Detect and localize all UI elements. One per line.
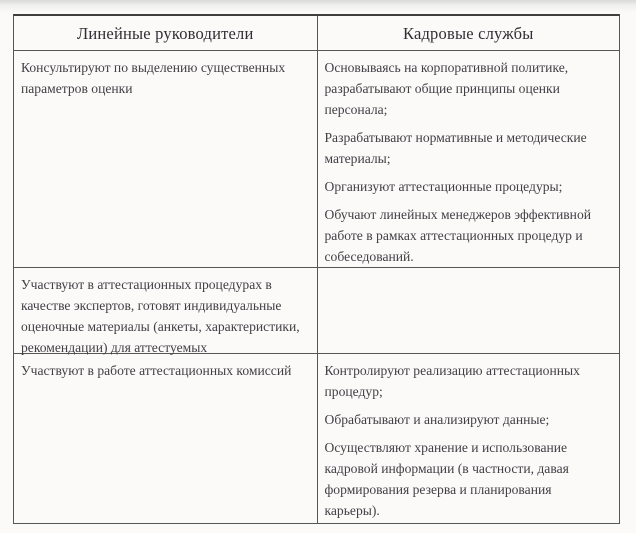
cell-paragraph: Организуют аттестационные процедуры;: [324, 179, 563, 194]
cell-paragraph: Обучают линейных менеджеров эффективной работе в рамках аттестационных процедур и собеседований.: [324, 207, 592, 264]
cell-paragraph: Участвуют в работе аттестационных комиссий: [21, 363, 292, 378]
table-cell-hr-services: [317, 51, 620, 267]
header-cell-hr-services: Кадровые службы: [317, 16, 620, 50]
cell-paragraph: Контролируют реализацию аттестационных процедур;: [324, 363, 580, 399]
table-cell-line-managers: [14, 268, 317, 353]
table-cell-line-managers: [14, 51, 317, 267]
cell-paragraph: Осуществляют хранение и использование кадровой информации (в частности, давая формирования резерва и планирования карьеры).: [324, 440, 569, 518]
table-cell-line-managers: [14, 354, 317, 523]
cell-paragraph: Участвуют в аттестационных процедурах в качестве экспертов, готовят индивидуальные оценочные материалы (анкеты, характеристики, рекомендации) для аттестуемых: [21, 277, 300, 355]
table-row: [14, 268, 619, 354]
table-row: [14, 354, 619, 523]
table-cell-hr-services-empty: [317, 268, 620, 353]
header-cell-line-managers: Линейные руководители: [76, 24, 254, 43]
cell-paragraph: Разрабатывают нормативные и методические материалы;: [324, 130, 587, 166]
responsibilities-table: [13, 14, 620, 524]
cell-paragraph: Основываясь на корпоративной политике, разрабатывают общие принципы оценки персонала;: [324, 60, 569, 117]
table-header-row: [14, 16, 619, 51]
table-row: [14, 51, 619, 268]
cell-paragraph: Консультируют по выделению существенных параметров оценки: [21, 60, 286, 96]
table-cell-hr-services: [317, 354, 620, 523]
cell-paragraph: Обрабатывают и анализируют данные;: [324, 412, 550, 427]
